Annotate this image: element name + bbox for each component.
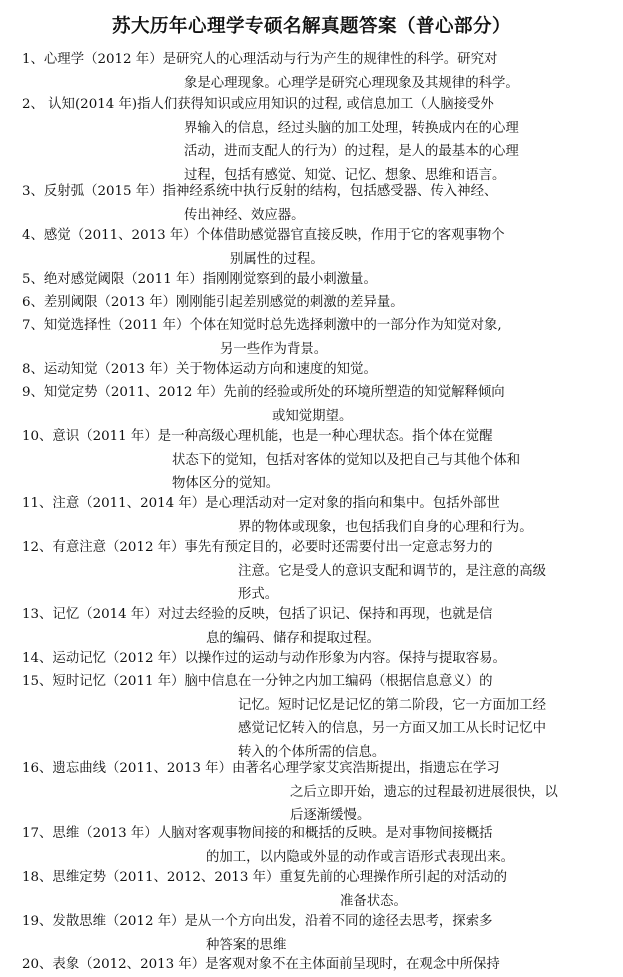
definition-entry-17 — [22, 822, 607, 869]
entry-first-line: 6、差别阈限（2013 年）刚刚能引起差别感觉的刺激的差异量。 — [22, 295, 404, 310]
entry-continuation-line: 象是心理现象。心理学是研究心理现象及其规律的科学。 — [184, 75, 519, 91]
entry-first-line: 3、反射弧（2015 年）指神经系统中执行反射的结构，包括感受器、传入神经、 — [22, 184, 498, 199]
definition-entry-20 — [22, 953, 607, 977]
entry-continuation-line: 界的物体或现象，也包括我们自身的心理和行为。 — [238, 519, 533, 535]
entry-continuation-line: 活动，进而支配人的行为）的过程，是人的最基本的心理 — [184, 144, 519, 159]
definition-entry-9 — [22, 381, 607, 428]
entry-continuation-line: 种答案的思维 — [206, 937, 287, 953]
entry-continuation-line: 物体区分的觉知。 — [172, 476, 280, 491]
entry-continuation-line: 传出神经、效应器。 — [184, 207, 305, 223]
definition-entry-15 — [22, 670, 607, 764]
entry-first-line: 18、思维定势（2011、2012、2013 年）重复先前的心理操作所引起的对活动的 — [22, 870, 508, 885]
entry-continuation-line: 状态下的觉知，包括对客体的觉知以及把自己与其他个体和 — [172, 452, 521, 468]
entry-first-line: 8、运动知觉（2013 年）关于物体运动方向和速度的知觉。 — [22, 362, 377, 377]
entry-first-line: 4、感觉（2011、2013 年）个体借助感觉器官直接反映，作用于它的客观事物个 — [22, 228, 505, 243]
definition-entry-5 — [22, 268, 607, 292]
definition-entry-4 — [22, 224, 607, 271]
definition-entry-13 — [22, 603, 607, 650]
definition-entry-14 — [22, 647, 607, 671]
entry-first-line: 19、发散思维（2012 年）是从一个方向出发，沿着不同的途径去思考，探索多 — [22, 914, 493, 929]
entry-first-line: 12、有意注意（2012 年）事先有预定目的，必要时还需要付出一定意志努力的 — [22, 540, 493, 555]
page-title: 苏大历年心理学专硕名解真题答案（普心部分） — [111, 16, 511, 37]
entry-first-line: 15、短时记忆（2011 年）脑中信息在一分钟之内加工编码（根据信息意义）的 — [22, 674, 493, 689]
entry-first-line: 11、注意（2011、2014 年）是心理活动对一定对象的指向和集中。包括外部世 — [22, 496, 500, 511]
entry-first-line: 13、记忆（2014 年）对过去经验的反映，包括了识记、保持和再现，也就是信 — [22, 607, 493, 622]
definition-entry-2 — [22, 93, 607, 187]
entry-continuation-line: 转入的个体所需的信息。 — [238, 744, 386, 760]
definition-entry-12 — [22, 536, 607, 607]
definition-entry-18 — [22, 866, 607, 913]
entry-first-line: 17、思维（2013 年）人脑对客观事物间接的和概括的反映。是对事物间接概括 — [22, 826, 493, 841]
entry-continuation-line: 之后立即开始，遗忘的过程最初进展很快，以 — [290, 784, 558, 800]
entry-first-line: 9、知觉定势（2011、2012 年）先前的经验或所处的环境所塑造的知觉解释倾向 — [22, 385, 505, 400]
entry-continuation-line: 感觉记忆转入的信息，另一方面又加工从长时记忆中 — [238, 721, 546, 736]
entry-continuation-line: 形式。 — [238, 587, 279, 602]
definition-entry-7 — [22, 314, 607, 361]
definition-entry-8 — [22, 358, 607, 382]
entry-continuation-line: 记忆。短时记忆是记忆的第二阶段，它一方面加工经 — [238, 697, 546, 713]
entry-first-line: 10、意识（2011 年）是一种高级心理机能，也是一种心理状态。指个体在觉醒 — [22, 429, 493, 444]
definition-entry-6 — [22, 291, 607, 315]
definition-entry-10 — [22, 425, 607, 496]
entry-continuation-line: 别属性的过程。 — [230, 251, 324, 267]
entry-first-line: 5、绝对感觉阈限（2011 年）指刚刚觉察到的最小刺激量。 — [22, 272, 377, 287]
definition-entry-16 — [22, 757, 607, 828]
entry-first-line: 16、遗忘曲线（2011、2013 年）由著名心理学家艾宾浩斯提出，指遗忘在学习 — [22, 761, 500, 776]
definition-entry-19 — [22, 910, 607, 957]
entry-first-line: 20、表象（2012、2013 年）是客观对象不在主体面前呈现时，在观念中所保持 — [22, 957, 500, 972]
definition-entry-3 — [22, 180, 607, 227]
definition-entry-11 — [22, 492, 607, 539]
entry-continuation-line: 后逐渐缓慢。 — [290, 808, 371, 823]
entry-continuation-line: 息的编码、储存和提取过程。 — [206, 630, 381, 646]
entry-continuation-line: 界输入的信息，经过头脑的加工处理，转换成内在的心理 — [184, 120, 519, 136]
definition-entry-1 — [22, 48, 607, 95]
entry-first-line: 14、运动记忆（2012 年）以操作过的运动与动作形象为内容。保持与提取容易。 — [22, 651, 506, 666]
entry-first-line: 7、知觉选择性（2011 年）个体在知觉时总先选择刺激中的一部分作为知觉对象, — [22, 318, 502, 333]
entry-continuation-line: 注意。它是受人的意识支配和调节的，是注意的高级 — [238, 563, 546, 579]
entry-continuation-line: 的加工，以内隐或外显的动作或言语形式表现出来。 — [206, 849, 514, 865]
entry-first-line: 2、 认知(2014 年)指人们获得知识或应用知识的过程, 或信息加工（人脑接受外 — [22, 97, 494, 112]
entry-continuation-line: 另一些作为背景。 — [220, 341, 328, 357]
entry-continuation-line: 准备状态。 — [340, 893, 407, 909]
entry-continuation-line: 或知觉期望。 — [272, 408, 353, 424]
entry-first-line: 1、心理学（2012 年）是研究人的心理活动与行为产生的规律性的科学。研究对 — [22, 52, 498, 67]
entry-continuation-line: 过程，包括有感觉、知觉、记忆、想象、思维和语言。 — [184, 167, 506, 183]
